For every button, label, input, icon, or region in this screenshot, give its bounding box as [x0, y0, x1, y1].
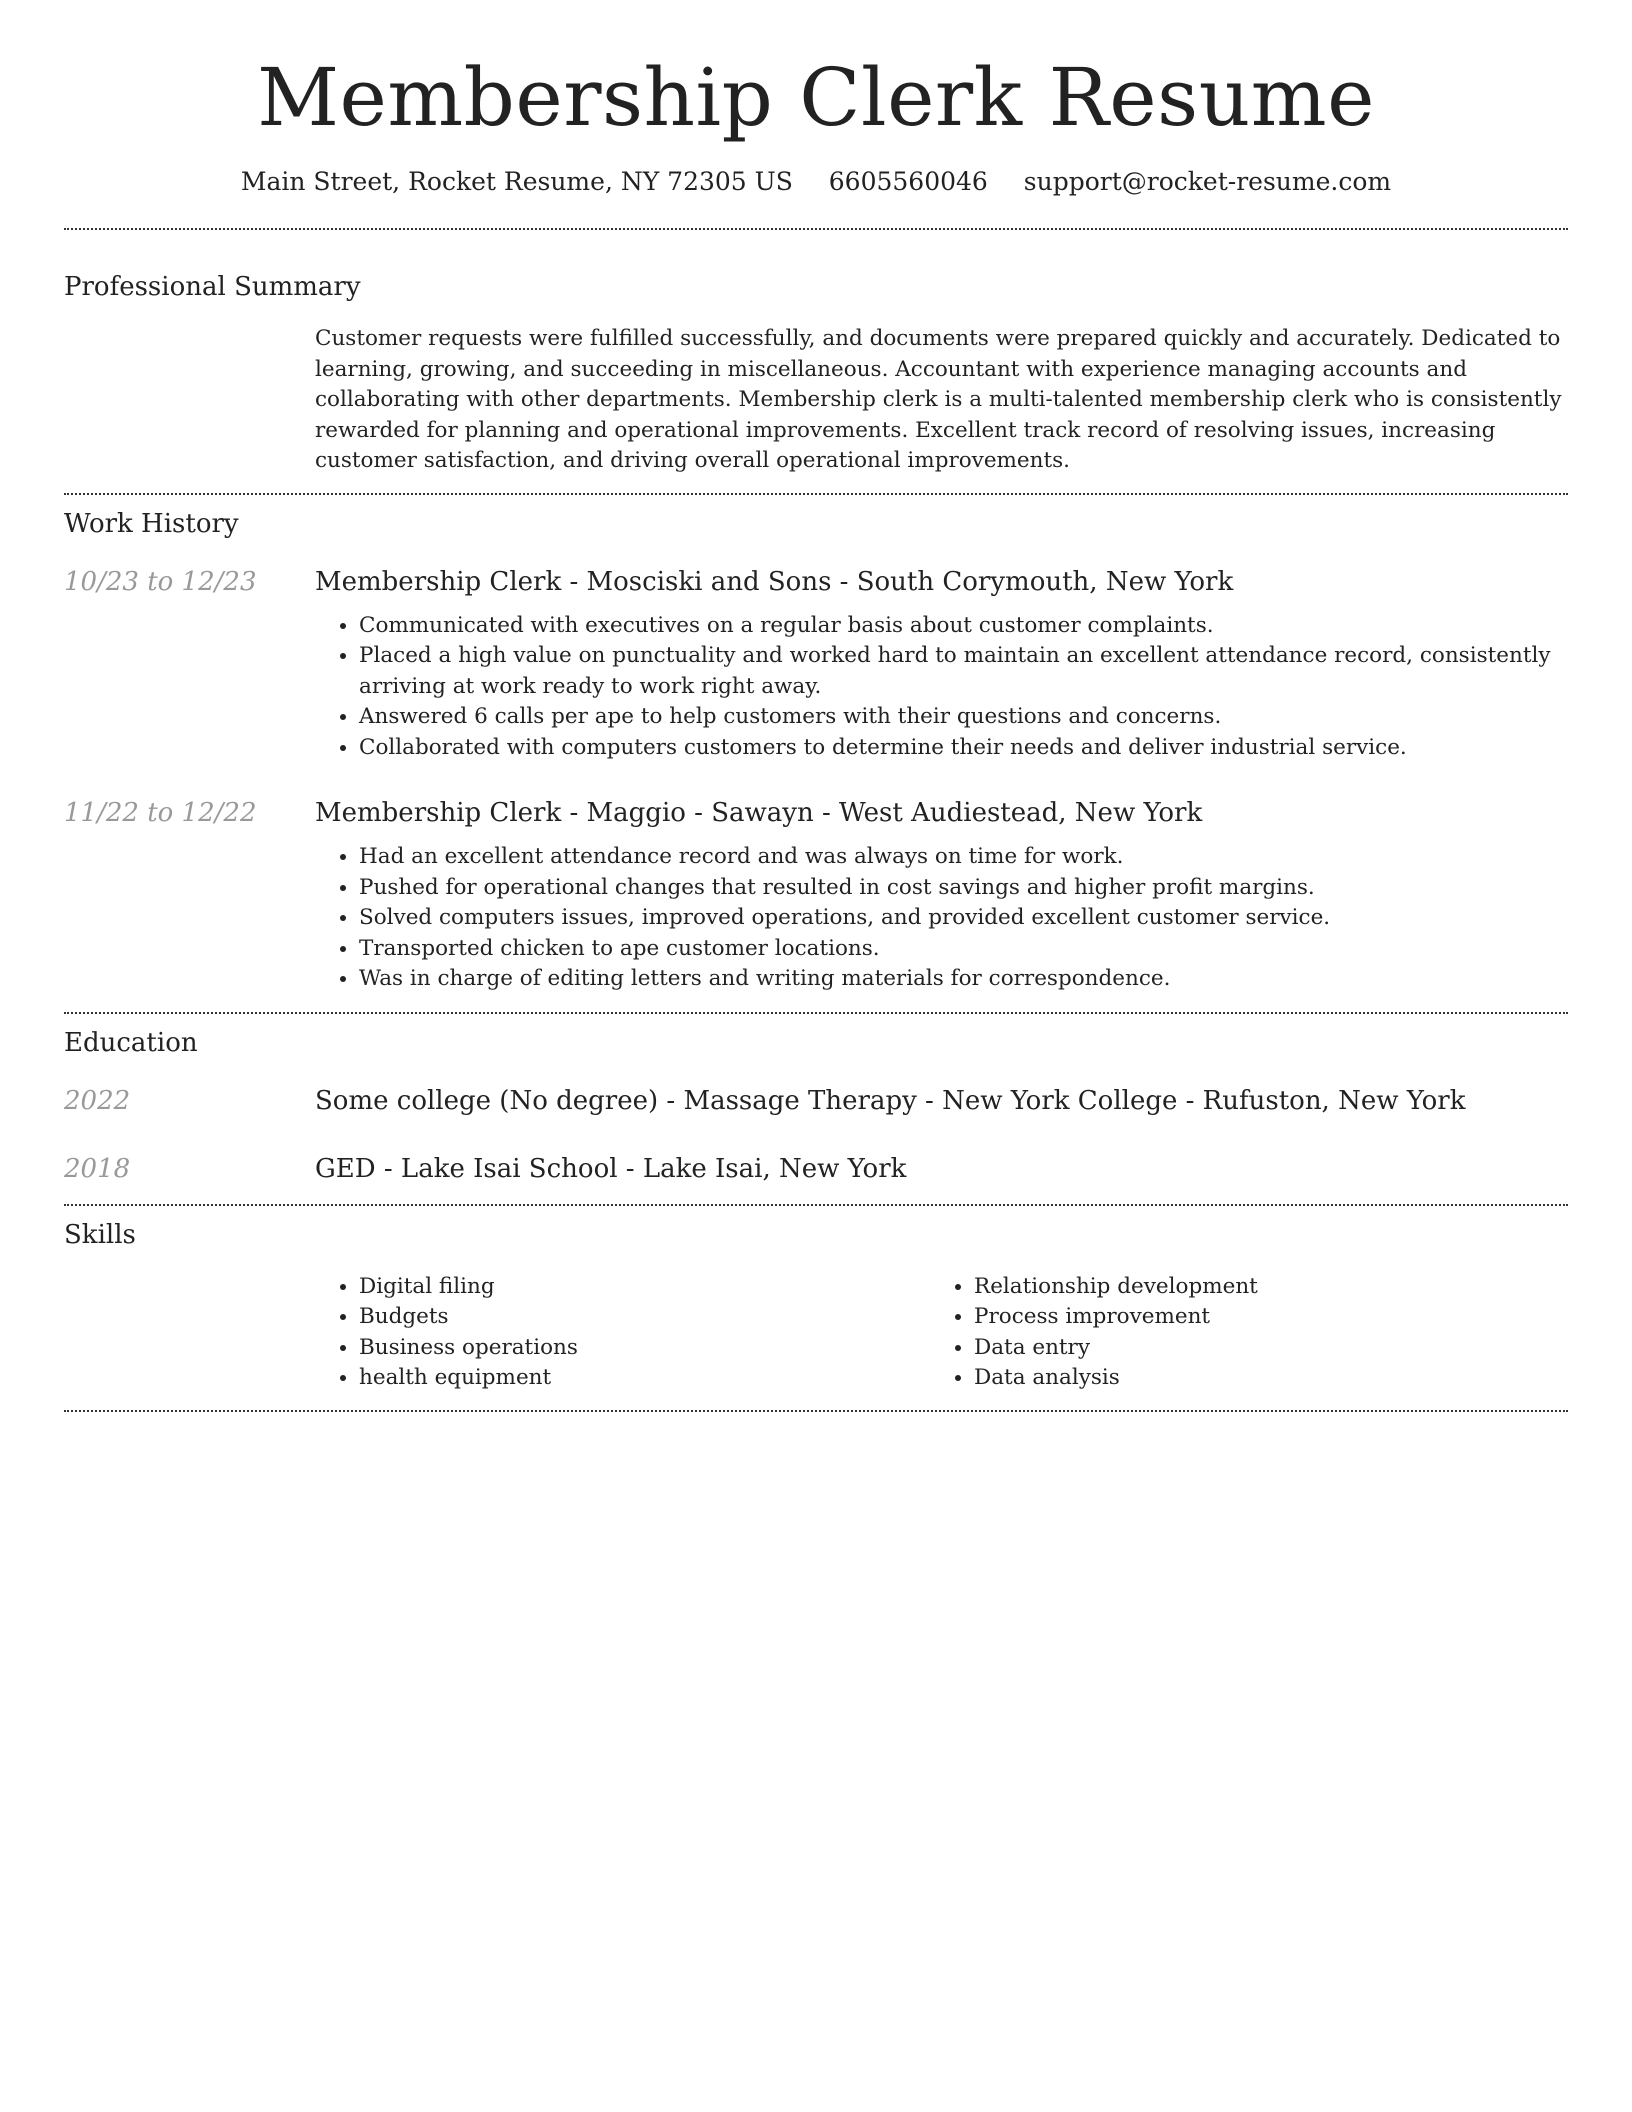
education-detail: [315, 1152, 1568, 1186]
divider: [64, 1204, 1568, 1206]
section-heading-summary: Professional Summary: [64, 272, 361, 302]
divider: [64, 228, 1568, 230]
contact-phone: 6605560046: [828, 167, 988, 196]
skill-item: • Business operations: [359, 1333, 930, 1364]
summary-text: Customer requests were fulfilled successfully, and documents were prepared quickly and accurately. Dedicated to learning, growing, and succeeding in miscellaneous. Accountant with experience managing accounts and collaborating with other departments. Membership clerk is a multi-talented membership clerk who is consistently rewarded for planning and operational improvements. Excellent track record of resolving issues, increasing customer satisfaction, and driving overall operational improvements.: [315, 326, 1562, 473]
divider: [64, 1410, 1568, 1412]
education-entry: [64, 1152, 1568, 1186]
job-title: Membership Clerk - Maggio - Sawayn - West Audiestead, New York: [315, 798, 1203, 828]
skill-item: • Relationship development: [974, 1272, 1545, 1303]
job-entry: [64, 796, 1568, 995]
list-item: • Was in charge of editing letters and writing materials for correspondence.: [359, 964, 1568, 995]
job-dates: 11/22 to 12/22: [64, 798, 257, 828]
job-bullets: [315, 611, 1568, 764]
list-item: • Collaborated with computers customers to determine their needs and deliver industrial service.: [359, 733, 1568, 764]
list-item: • Transported chicken to ape customer locations.: [359, 934, 1568, 965]
job-entry: [64, 565, 1568, 764]
summary-row: [64, 324, 1568, 477]
contact-email[interactable]: support@rocket-resume.com: [1023, 167, 1392, 196]
resume-title: Membership Clerk Resume: [257, 51, 1375, 144]
education-degree: GED: [315, 1153, 376, 1184]
list-item: • Communicated with executives on a regular basis about customer complaints.: [359, 611, 1568, 642]
list-item: • Answered 6 calls per ape to help customers with their questions and concerns.: [359, 702, 1568, 733]
list-item: • Solved computers issues, improved operations, and provided excellent customer service.: [359, 903, 1568, 934]
section-heading-education: Education: [64, 1027, 198, 1058]
section-heading-skills: Skills: [64, 1219, 136, 1250]
skill-item: • Process improvement: [974, 1302, 1545, 1333]
divider: [64, 1012, 1568, 1014]
skill-item: • health equipment: [359, 1363, 930, 1394]
list-item: • Pushed for operational changes that resulted in cost savings and higher profit margins.: [359, 873, 1568, 904]
contact-line: [64, 164, 1568, 200]
list-item: • Placed a high value on punctuality and worked hard to maintain an excellent attendance record, consistently arriving at work ready to work right away.: [359, 641, 1568, 702]
section-heading-work: Work History: [64, 508, 239, 539]
education-year: 2022: [64, 1085, 131, 1116]
list-item: • Had an excellent attendance record and was always on time for work.: [359, 842, 1568, 873]
education-institution: - Lake Isai School - Lake Isai, New York: [375, 1153, 907, 1184]
skills-row: [64, 1272, 1568, 1394]
education-detail: [315, 1084, 1568, 1118]
education-institution: - New York College - Rufuston, New York: [916, 1085, 1466, 1116]
job-dates: 10/23 to 12/23: [64, 566, 257, 597]
skill-item: • Budgets: [359, 1302, 930, 1333]
skill-item: • Data analysis: [974, 1363, 1545, 1394]
education-year: 2018: [64, 1153, 131, 1184]
skills-list-right: [930, 1272, 1545, 1394]
skill-item: • Digital filing: [359, 1272, 930, 1303]
contact-address: Main Street, Rocket Resume, NY 72305 US: [240, 167, 793, 196]
divider: [64, 493, 1568, 495]
skill-item: • Data entry: [974, 1333, 1545, 1364]
education-degree: Some college (No degree) - Massage Therapy: [315, 1085, 917, 1116]
job-bullets: [315, 842, 1568, 995]
job-title: Membership Clerk - Mosciski and Sons - South Corymouth, New York: [315, 566, 1234, 597]
resume-page: [64, 0, 1568, 1412]
education-entry: [64, 1084, 1568, 1118]
skills-list-left: [315, 1272, 930, 1394]
